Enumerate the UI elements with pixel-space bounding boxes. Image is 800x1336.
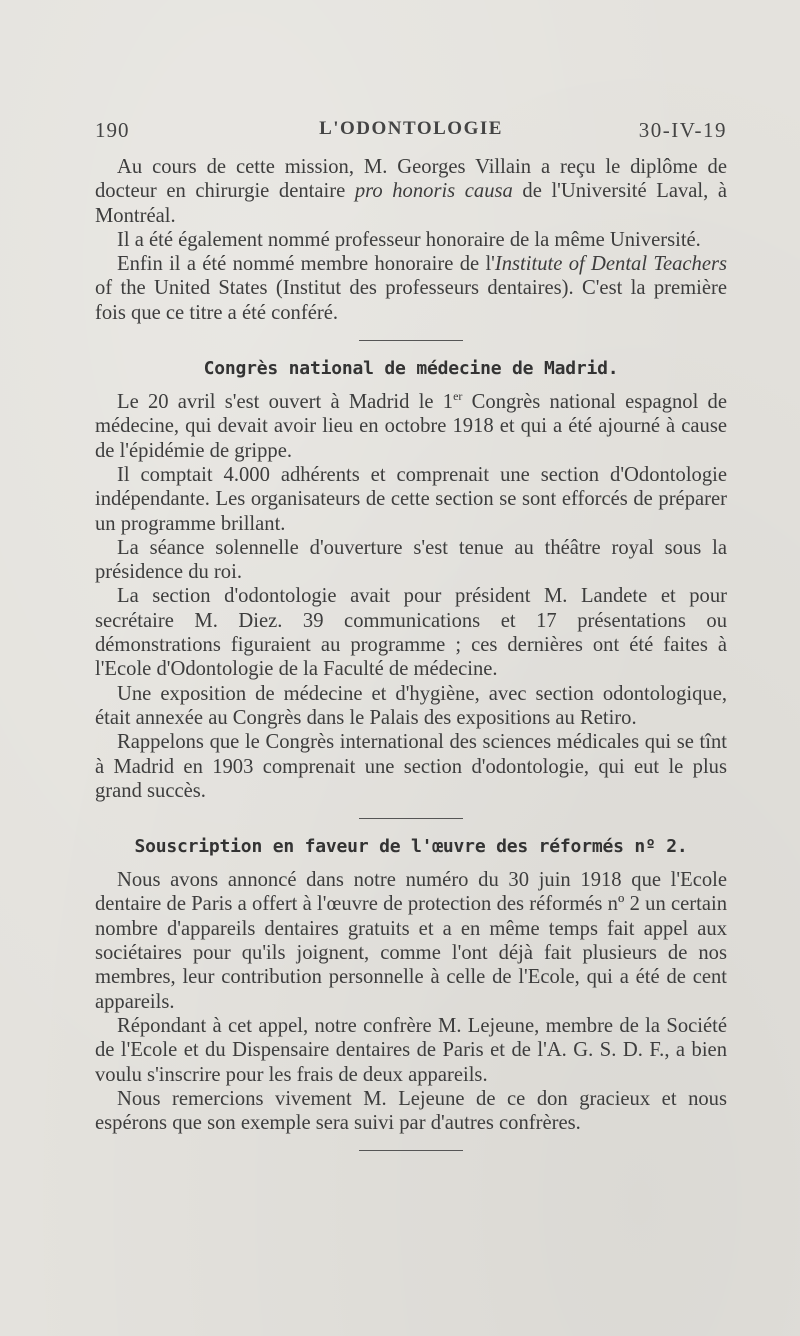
- journal-title: L'ODONTOLOGIE: [319, 118, 503, 139]
- intro-paragraph-1: [95, 155, 727, 228]
- madrid-paragraph-2: Il comptait 4.000 adhérents et comprenait une section d'Odontologie indépendante. Les organisateurs de cette section se sont efforcés de préparer un programme brillant.: [95, 463, 727, 535]
- text-run: Au cours de cette mission, M. Georges Villain a reçu le diplôme de docteur en chirurgie dentaire: [95, 156, 727, 203]
- superscript: er: [453, 389, 463, 404]
- madrid-paragraph-3: La séance solennelle d'ouverture s'est tenue au théâtre royal sous la présidence du roi.: [95, 536, 727, 584]
- italic-phrase: pro honoris causa: [354, 180, 513, 203]
- issue-date: 30-IV-19: [638, 118, 727, 142]
- souscription-paragraph-3: Nous remercions vivement M. Lejeune de ce don gracieux et nous espérons que son exemple sera suivi par d'autres confrères.: [95, 1087, 727, 1135]
- section-heading-madrid: Congrès national de médecine de Madrid.: [203, 358, 619, 380]
- article-body: [95, 155, 727, 1167]
- madrid-paragraph-6: Rappelons que le Congrès international des sciences médicales qui se tînt à Madrid en 1903 comprenait une section d'odontologie, qui eut le plus grand succès.: [95, 731, 727, 802]
- text-run: of the United States (Institut des professeurs dentaires). C'est la première fois que ce titre a été conféré.: [95, 277, 727, 324]
- section-heading-souscription: Souscription en faveur de l'œuvre des réformés nº 2.: [134, 836, 688, 858]
- section-divider: [359, 818, 463, 819]
- italic-phrase: Institute of Dental Teachers: [494, 253, 728, 276]
- text-run: Enfin il a été nommé membre honoraire de l': [117, 253, 495, 276]
- intro-paragraph-3: [95, 252, 727, 325]
- page-number: 190: [95, 118, 130, 142]
- souscription-paragraph-2: Répondant à cet appel, notre confrère M. Lejeune, membre de la Société de l'Ecole et du Dispensaire dentaires de Paris et de l'A. G. S. D. F., a bien voulu s'inscrire pour les frais de deux appareils.: [95, 1014, 727, 1086]
- souscription-paragraph-1: Nous avons annoncé dans notre numéro du 30 juin 1918 que l'Ecole dentaire de Paris a offert à l'œuvre de protection des réformés nº 2 un certain nombre d'appareils dentaires gratuits et a en même temps fait appel aux sociétaires pour qu'ils joignent, comme l'ont déjà fait plusieurs de nos membres, leur contribution personnelle à celle de l'Ecole, qui a été de cent appareils.: [95, 869, 727, 1013]
- section-divider: [359, 340, 463, 341]
- intro-paragraph-2: Il a été également nommé professeur honoraire de la même Université.: [117, 228, 701, 251]
- madrid-paragraph-1: [95, 390, 727, 463]
- madrid-paragraph-4: La section d'odontologie avait pour président M. Landete et pour secrétaire M. Diez. 39 communications et 17 présentations ou démonstrations figuraient au programme ; ces dernières ont été faites à l'Ecole d'Odontologie de la Faculté de médecine.: [95, 585, 727, 681]
- running-header: [95, 118, 727, 146]
- text-run: Congrès national espagnol de médecine, qui devait avoir lieu en octobre 1918 et qui a été ajourné à cause de l'épidémie de grippe.: [95, 391, 727, 462]
- section-divider: [359, 1150, 463, 1151]
- text-run: de l'Université Laval, à Montréal.: [95, 180, 728, 227]
- text-run: Le 20 avril s'est ouvert à Madrid le 1: [117, 391, 454, 414]
- madrid-paragraph-5: Une exposition de médecine et d'hygiène, avec section odontologique, était annexée au Congrès dans le Palais des expositions au Retiro.: [95, 682, 727, 729]
